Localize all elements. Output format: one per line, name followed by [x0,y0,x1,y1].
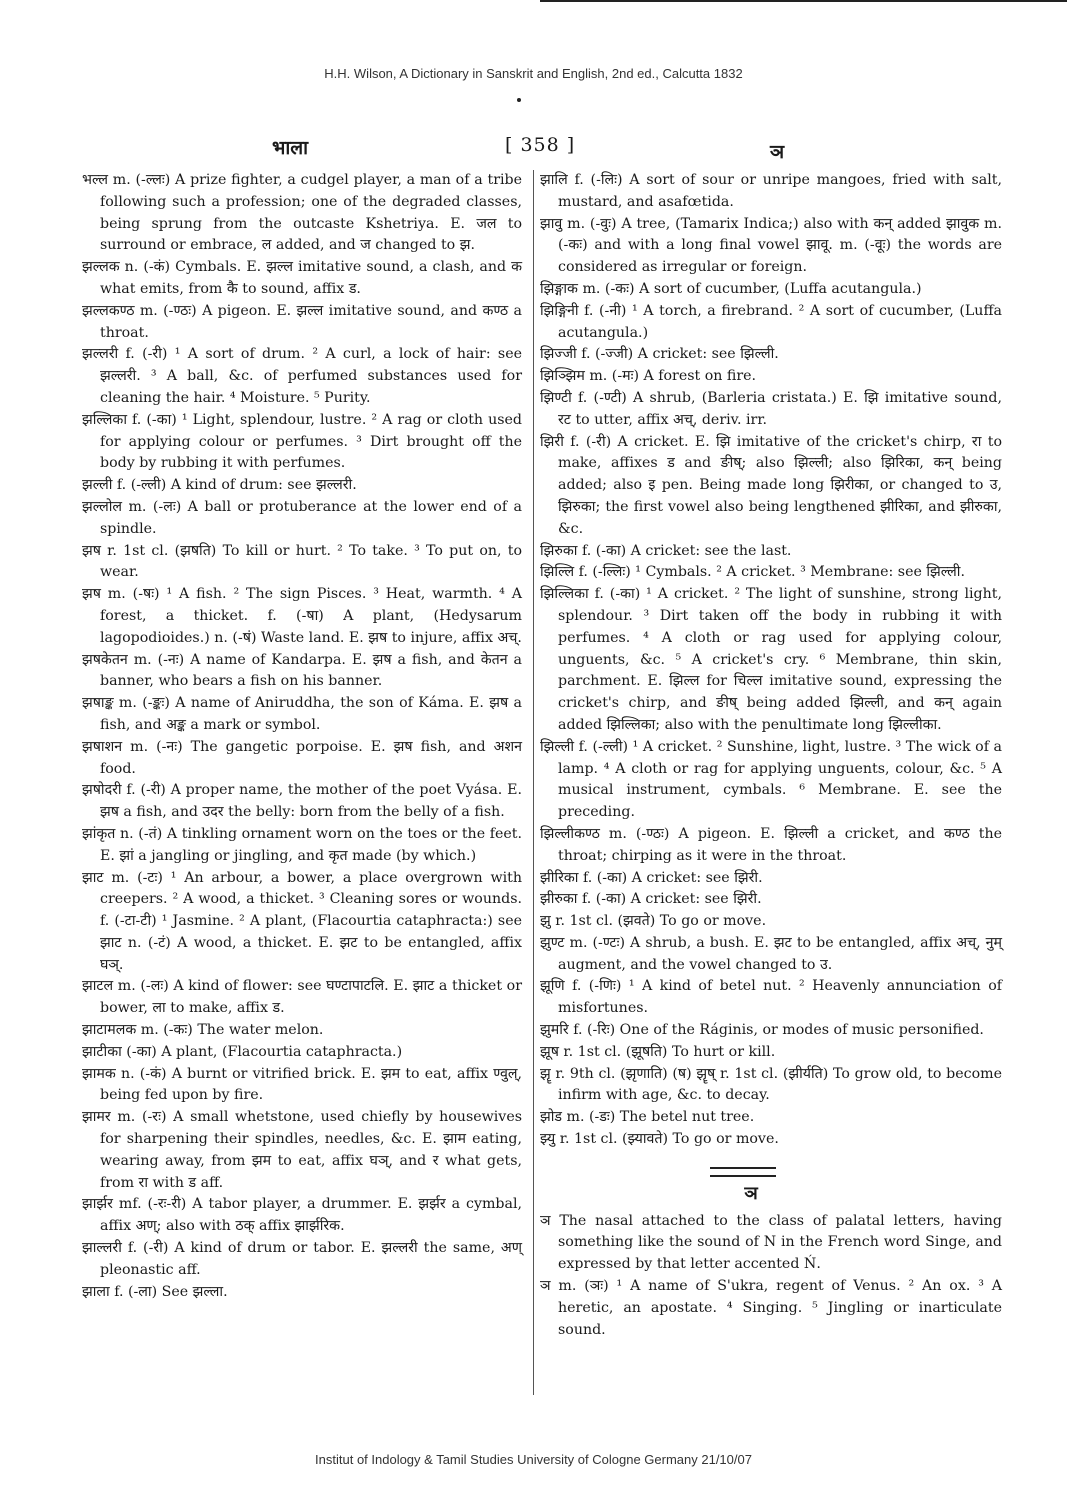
dictionary-entry: झाट m. (-टः) ¹ An arbour, a bower, a place overgrown with creepers. ² A wood, a thicket. ³ Cleaning sores or wounds. f. (-टा-टी) ¹ Jasmine. ² A plant, (Flacourtia cataphracta:) see झाट n. (-टं) A wood, a thicket. E. झट to be entangled, affix घञ्. [82,869,522,973]
dictionary-entry: ञ m. (ञः) ¹ A name of S'ukra, regent of Venus. ² An ox. ³ A heretic, an apostate. ⁴ Singing. ⁵ Jingling or inarticulate sound. [540,1278,1002,1338]
running-head [0,134,1067,164]
dictionary-entry: झाल्लरी f. (-री) A kind of drum or tabor. E. झल्लरी the same, अण् pleonastic aff. [82,1240,522,1278]
dictionary-entry: झिल्लीकण्ठ m. (-ण्ठः) A pigeon. E. झिल्ली a cricket, and कण्ठ the throat; chirping as it were in the throat. [540,825,1002,864]
dictionary-entry: झूणि f. (-णिः) ¹ A kind of betel nut. ² Heavenly annunciation of misfortunes. [540,978,1002,1017]
dictionary-entry: झांकृत n. (-तं) A tinkling ornament worn on the toes or the feet. E. झां a jangling or jingling, and कृत made (by which.) [82,825,522,864]
dictionary-entry: झिरी f. (-री) A cricket. E. झि imitative of the cricket's chirp, रा to make, affixes ड and ङीष्; also झिल्ली; also झिरिका, कन् being added; also इ pen. Being made long झिरीका, or changed to उ, झिरुका; the first vowel also being lengthened झीरिका, and झीरुका, &c. [540,433,1002,537]
dictionary-entry: झु r. 1st cl. (झवते) To go or move. [540,913,767,930]
dictionary-entry: झामक n. (-कं) A burnt or vitrified brick. E. झम to eat, affix ण्वुल्, being fed upon by fire. [82,1065,522,1104]
dictionary-entry: झिण्टी f. (-ण्टी) A shrub, (Barleria cristata.) E. झि imitative sound, रट to utter, affix अच्, deriv. irr. [540,389,1002,428]
dictionary-entry: झीरुका f. (-का) A cricket: see झिरी. [540,891,762,908]
dictionary-entry: झाला f. (-ला) See झल्ला. [82,1283,228,1300]
dictionary-entry: झिञ्झिम m. (-मः) A forest on fire. [540,368,757,385]
dictionary-entry: झिङ्गिनी f. (-नी) ¹ A torch, a firebrand. ² A sort of cucumber, (Luffa acutangula.) [540,302,1002,341]
dictionary-entry: झिल्लिका f. (-का) ¹ A cricket. ² The light of sunshine, strong light, splendour. ³ Dirt taken off the body in rubbing it with perfumes. ⁴ A cloth or rag used for applying colour, unguents, &c. ⁵ A cricket's cry. ⁶ Membrane, thin skin, parchment. E. झिल्ल for चिल्ल imitative sound, expressing the cricket's chirp, and ङीष् being added झिल्ली, and कन् again added झिल्लिका; also with the penultimate long झिल्लीका. [540,586,1002,733]
dictionary-entry: झोड m. (-डः) The betel nut tree. [540,1109,755,1126]
dictionary-entry: झुण्ट m. (-ण्टः) A shrub, a bush. E. झट to be entangled, affix अच्, नुम् augment, and the vowel changed to उ. [540,934,1002,973]
page-number: [ 358 ] [505,134,576,156]
dictionary-entry: झिल्ली f. (-ल्ली) ¹ A cricket. ² Sunshine, light, lustre. ³ The wick of a lamp. ⁴ A cloth or rag for applying unguents, colour, &c. ⁵ A musical instrument, cymbals. ⁶ Membrane. E. see the preceding. [540,738,1002,821]
dictionary-entry: झूष r. 1st cl. (झूषति) To hurt or kill. [540,1043,776,1060]
dictionary-entry: झार्झर mf. (-रः-री) A tabor player, a drummer. E. झर्झर a cymbal, affix अण्; also with ठक् affix झार्झरिक. [82,1196,522,1235]
section-entries [540,1211,1002,1342]
dictionary-entry: झाटीका (-का) A plant, (Flacourtia cataphracta.) [82,1043,403,1060]
dictionary-entry: झिल्लि f. (-ल्लिः) ¹ Cymbals. ² A cricket. ³ Membrane: see झिल्ली. [540,564,965,581]
dictionary-entry: ञ The nasal attached to the class of palatal letters, having something like the sound of N in the French word Singe, and expressed by that letter accented Ń. [540,1212,1002,1273]
dictionary-entry: झिज्जी f. (-ज्जी) A cricket: see झिल्ली. [540,346,779,363]
dictionary-entry: झाटल m. (-लः) A kind of flower: see घण्टापाटलि. E. झाट a thicket or bower, ला to make, affix ड. [82,978,522,1017]
dictionary-entry: झुमरि f. (-रिः) One of the Ráginis, or modes of music personified. [540,1022,984,1039]
running-head-right-letter: ञ [770,141,785,163]
dictionary-entry: झ्यु r. 1st cl. (झ्यावते) To go or move. [540,1131,779,1148]
dictionary-entry: झषकेतन m. (-नः) A name of Kandarpa. E. झष a fish, and केतन a banner, who bears a fish on his banner. [82,651,522,690]
section-letter: ञ [744,1182,758,1204]
dictionary-entry: झल्लोल m. (-लः) A ball or protuberance at the lower end of a spindle. [82,498,522,537]
dictionary-entry: झिङ्गाक m. (-कः) A sort of cucumber, (Luffa acutangula.) [540,280,922,297]
dictionary-entry: झल्लक n. (-कं) Cymbals. E. झल्ल imitative sound, a clash, and क what emits, from कै to sound, affix ड. [82,259,522,297]
dictionary-entry: झल्ली f. (-ल्ली) A kind of drum: see झल्लरी. [82,477,357,494]
dictionary-entry: झॄ r. 9th cl. (झृणाति) (ष) झॄष् r. 1st cl. (झीर्यति) To grow old, to become infirm with age, &c. to decay. [540,1065,1002,1104]
dictionary-entry: झालि f. (-लिः) A sort of sour or unripe mangoes, fried with salt, mustard, and asafœtida. [540,172,1002,210]
dictionary-entry: झल्लरी f. (-री) ¹ A sort of drum. ² A curl, a lock of hair: see झल्लरी. ³ A ball, &c. of perfumed substances used for cleaning the hair. ⁴ Moisture. ⁵ Purity. [82,346,522,406]
dictionary-entry: झषाशन m. (-नः) The gangetic porpoise. E. झष fish, and अशन food. [82,738,522,777]
dictionary-entry: झष r. 1st cl. (झषति) To kill or hurt. ² To take. ³ To put on, to wear. [82,542,522,581]
dictionary-entry: भल्ल m. (-ल्लः) A prize fighter, a cudgel player, a man of a tribe following such a profession; one of the degraded classes, being sprung from the outcaste Kshetriya. E. जल to surround or embrace, ल added, and ज changed to झ. [82,172,522,254]
dot-mark [517,98,521,102]
dictionary-entry: झल्लिका f. (-का) ¹ Light, splendour, lustre. ² A rag or cloth used for applying colour or perfumes. ³ Dirt brought off the body by rubbing it with perfumes. [82,411,522,472]
left-column [82,170,522,1303]
right-column-entries [540,170,1002,1151]
dictionary-entry: झीरिका f. (-का) A cricket: see झिरी. [540,869,763,886]
dictionary-entry: झषाङ्क m. (-ङ्कः) A name of Aniruddha, the son of Káma. E. झष a fish, and अङ्क a mark or symbol. [82,695,522,733]
dictionary-entry: झष m. (-षः) ¹ A fish. ² The sign Pisces. ³ Heat, warmth. ⁴ A forest, a thicket. f. (-षा) A plant, (Hedysarum lagopodioides.) n. (-षं) Waste land. E. झष to injure, affix अच्. [82,586,522,646]
right-column [533,170,1002,1395]
dictionary-entry: झिरुका f. (-का) A cricket: see the last. [540,542,792,559]
running-head-left-word: भाला [272,137,309,159]
dictionary-entry: झल्लकण्ठ m. (-ण्ठः) A pigeon. E. झल्ल imitative sound, and कण्ठ a throat. [82,302,522,341]
dictionary-entry: झामर m. (-रः) A small whetstone, used chiefly by housewives for sharpening their spindles, needles, &c. E. झाम eating, wearing away, from झम to eat, affix घञ्, and र what gets, from रा with ड aff. [82,1109,522,1191]
source-header: H.H. Wilson, A Dictionary in Sanskrit and English, 2nd ed., Calcutta 1832 [324,66,743,81]
dictionary-entry: झावु m. (-वुः) A tree, (Tamarix Indica;) also with कन् added झावुक m. (-कः) and with a long final vowel झावू. m. (-वूः) the words are considered as irregular or foreign. [540,215,1002,276]
section-divider [710,1167,776,1177]
dictionary-entry: झाटामलक m. (-कः) The water melon. [82,1022,324,1039]
dictionary-entry: झषोदरी f. (-री) A proper name, the mother of the poet Vyása. E. झष a fish, and उदर the belly: born from the belly of a fish. [82,782,522,821]
footer: Institut of Indology & Tamil Studies University of Cologne Germany 21/10/07 [315,1452,752,1467]
top-rule [540,0,1067,2]
